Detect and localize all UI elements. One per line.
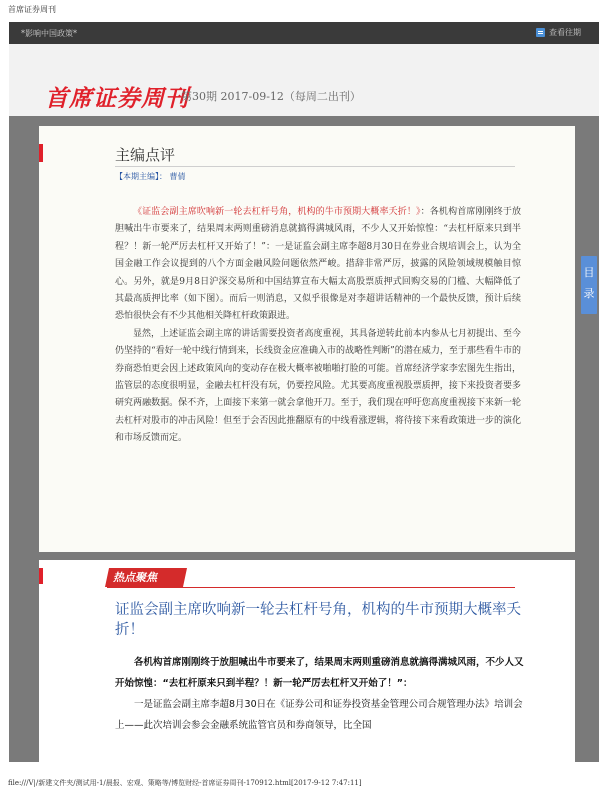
archive-icon (536, 28, 545, 37)
hot-topic-label: 热点聚焦 (105, 568, 187, 587)
editorial-paragraph: 《证监会副主席吹响新一轮去杠杆号角，机构的牛市预期大概率夭折！》：各机构首席刚刚终于放胆喊出牛市要来了，结果周末两则重磅消息就搞得满城风雨，不少人又开始惊惶：“去杠杆原来只到半程？！新一轮严厉去杠杆又开始了！”：一是证监会副主席李超8月30日在券业合规培训会上，认为全国金融工作会议提到的八个方面金融风险问题依然严峻。措辞非常严厉，披露的风险领域规模触目惊心。另外，就是9月8日沪深交易所和中国结算宣布大幅太高股票质押式回购交易的门槛、大幅降低了其最高质押比率（如下图）。而后一则消息，又似乎很像是对李超讲话精神的一个最快反馈，预计后续恐怕很快会有不少其他相关降杠杆政策跟进。 (115, 207, 521, 322)
masthead (9, 44, 599, 116)
editorial-title: 主编点评 (115, 146, 176, 164)
article-title: 证监会副主席吹响新一轮去杠杆号角，机构的牛市预期大概率夭折！ (115, 602, 521, 638)
announcement-text: *影响中国政策* (21, 29, 77, 38)
section-marker (39, 144, 43, 162)
divider (107, 587, 515, 588)
hot-topic-card (39, 560, 575, 762)
history-link[interactable] (536, 27, 581, 38)
editor-name: 曹倩 (169, 172, 186, 181)
logo: 首席证券周刊 (45, 86, 189, 112)
article-body (115, 652, 527, 736)
article-paragraph: 一是证监会副主席李超8月30日在《证券公司和证券投资基金管理公司合规管理办法》培训会上——此次培训会参会金融系统监管官员和券商领导，比全国 (115, 699, 523, 731)
section-marker (39, 568, 43, 584)
article-lead: 各机构首席刚刚终于放胆喊出牛市要来了，结果周末两则重磅消息就搞得满城风雨，不少人又开始惊惶：“去杠杆原来只到半程？！新一轮严厉去杠杆又开始了！”： (115, 657, 524, 689)
top-bar (9, 22, 599, 44)
print-footer: file:///V|/新建文件夹/测试用-1/晨报、宏观、策略等/博览财经-首席证券周刊-170912.html[2017-9-12 7:47:11] (8, 779, 362, 787)
issue-info: 第30期 2017-09-12（每周二出刊） (181, 90, 361, 103)
editorial-body (115, 204, 521, 448)
history-link-label: 查看往期 (549, 28, 581, 37)
editorial-paragraph: 显然，上述证监会副主席的讲话需要投资者高度重视，其具备逆转此前本内参从七月初提出、至今仍坚持的“看好一轮中线行情到来，长线资金应准确入市的战略性判断”的潜在威力，至于那些看牛市的券商恐怕更会因上述政策风向的变动存在极大概率被啪啪打脸的可能。首席经济学家李宏图先生指出，监管层的态度很明显，金融去杠杆没有玩，仍要控风险。尤其要高度重视股票质押，接下来投资者要多研究两融数据。保不齐，上面接下来第一就会拿他开刀。至于，我们现在呼吁您高度重视接下来新一轮去杠杆对股市的冲击风险！但至于会否因此推翻原有的中线看涨逻辑，将待接下来看政策进一步的演化和市场反馈而定。 (115, 328, 521, 444)
newsletter-frame (9, 22, 599, 762)
editorial-card (39, 126, 575, 552)
toc-button[interactable]: 目录 (581, 256, 597, 314)
divider (115, 166, 515, 167)
editor-label: 【本期主编】： (115, 172, 167, 181)
editor-line (115, 171, 186, 182)
article-link[interactable]: 《证监会副主席吹响新一轮去杠杆号角，机构的牛市预期大概率夭折！》 (133, 207, 421, 217)
print-header: 首席证券周刊 (8, 5, 56, 14)
